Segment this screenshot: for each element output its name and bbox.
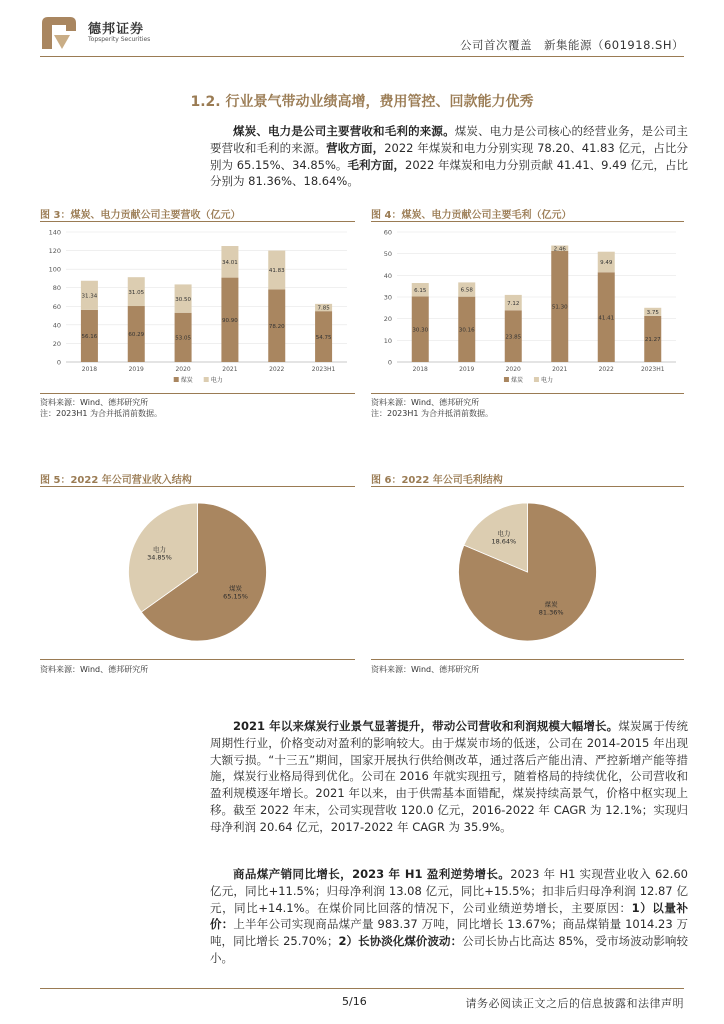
fig5-slice-value: 65.15% [223, 592, 248, 601]
fig4-xtick-label: 2021 [552, 366, 568, 373]
header-divider [40, 56, 684, 57]
logo-subtext: Topsperity Securities [88, 36, 151, 43]
fig4-ytick-label: 60 [383, 228, 392, 237]
para3-text-1: 2023 年 H1 实现营业收入 62.60 亿元，同比+11.5%；归母净利润 13.08 亿元，同比+15.5%；扣非后归母净利润 12.87 亿元，同比+14.1%。在煤价同比回落的情况下，公司业绩逆势增长，主要原因： [210, 867, 688, 915]
fig4-legend-swatch [504, 377, 509, 382]
fig3-revenue-chart [40, 224, 355, 392]
fig4-data-label: 7.12 [507, 300, 520, 307]
fig3-ytick-label: 60 [52, 302, 61, 311]
fig4-data-label: 6.58 [460, 287, 473, 294]
fig4-legend-label: 电力 [540, 377, 553, 384]
fig6-slice-value: 81.36% [538, 608, 564, 617]
fig5-source: 资料来源：Wind、德邦研究所 [40, 665, 149, 674]
logo-mark-icon [40, 15, 78, 51]
fig4-grossprofit-chart [371, 224, 684, 392]
fig3-data-label: 78.20 [268, 323, 285, 330]
fig3-data-label: 60.29 [128, 332, 145, 339]
page-number: 5/16 [342, 995, 367, 1008]
fig4-xtick-label: 2020 [505, 366, 521, 373]
fig4-ytick-label: 10 [383, 336, 392, 345]
fig5-slice-value: 34.85% [147, 553, 172, 562]
para3-bold-3: 2）长协淡化煤价波动： [338, 934, 463, 949]
fig4-ytick-label: 50 [383, 250, 392, 259]
para2-lead: 2021 年以来煤炭行业景气显著提升，带动公司营收和利润规模大幅增长。 [233, 719, 619, 733]
fig3-ytick-label: 0 [56, 358, 61, 367]
fig4-data-label: 30.16 [458, 327, 475, 334]
fig3-data-label: 31.05 [128, 289, 145, 296]
fig4-data-label: 51.30 [551, 304, 568, 311]
fig6-grossprofit-pie [371, 488, 684, 658]
fig3-note: 注：2023H1 为合并抵消前数据。 [40, 409, 163, 418]
fig4-data-label: 21.27 [644, 337, 661, 344]
fig3-ytick-label: 100 [48, 265, 61, 274]
fig4-xtick-label: 2018 [412, 366, 428, 373]
fig6-slice-value: 18.64% [491, 537, 517, 546]
fig3-ytick-label: 80 [52, 284, 61, 293]
fig3-ytick-label: 40 [52, 321, 61, 330]
fig3-data-label: 34.01 [222, 260, 238, 267]
fig3-title: 图 3：煤炭、电力贡献公司主要营收（亿元） [40, 210, 241, 221]
fig4-ytick-label: 20 [383, 315, 392, 324]
section-title: 1.2. 行业景气带动业绩高增，费用管控、回款能力优秀 [190, 94, 534, 110]
fig3-ytick-label: 20 [52, 339, 61, 348]
fig6-slice-name: 煤炭 [544, 600, 558, 609]
fig4-bottom-rule [371, 393, 684, 394]
fig3-legend-swatch [174, 377, 179, 382]
fig5-title: 图 5：2022 年公司营业收入结构 [40, 475, 192, 486]
fig4-source: 资料来源：Wind、德邦研究所 [371, 398, 480, 407]
doc-label: 公司首次覆盖 新集能源（601918.SH） [459, 38, 684, 52]
fig3-xtick-label: 2021 [222, 366, 238, 373]
fig4-data-label: 6.15 [414, 287, 427, 294]
fig4-note: 注：2023H1 为合并抵消前数据。 [371, 409, 494, 418]
fig6-slice-name: 电力 [497, 529, 511, 538]
fig3-rule [40, 221, 355, 222]
paragraph-industry-boom [210, 718, 688, 836]
fig5-bottom-rule [40, 659, 355, 660]
fig4-data-label: 23.85 [505, 334, 522, 341]
fig3-data-label: 54.75 [315, 334, 332, 341]
fig4-ytick-label: 40 [383, 271, 392, 280]
fig4-data-label: 41.41 [598, 315, 615, 322]
para3-text-2: 上半年公司实现商品煤产量 983.37 万吨，同比增长 13.67%；商品煤销量 1014.23 万吨，同比增长 25.70%； [210, 917, 689, 949]
fig4-rule [371, 221, 684, 222]
fig4-data-label: 2.46 [553, 246, 566, 253]
fig3-data-label: 7.85 [317, 305, 330, 312]
fig5-rule [40, 486, 355, 487]
fig3-ytick-label: 120 [48, 247, 61, 256]
fig6-source: 资料来源：Wind、德邦研究所 [371, 665, 480, 674]
fig6-rule [371, 486, 684, 487]
fig3-data-label: 31.34 [81, 293, 98, 300]
fig5-slice-name: 煤炭 [229, 584, 243, 593]
fig4-legend-swatch [534, 377, 539, 382]
fig3-source: 资料来源：Wind、德邦研究所 [40, 398, 149, 407]
fig5-revenue-pie [40, 488, 355, 658]
fig4-data-label: 30.30 [412, 327, 429, 334]
para2-text: 煤炭属于传统周期性行业，价格变动对盈利的影响较大。由于煤炭市场的低迷，公司在 2014-2015 年出现大额亏损。“十三五”期间，国家开展执行供给侧改革，通过落后产能出清、严控新增产能等措施，煤炭行业格局得到优化。公司在 2016 年就实现扭亏，随着格局的持续优化，公司营收和盈利规模逐年增长。2021 年以来，由于供需基本面错配，煤炭持续高景气，价格中枢实现上移。截至 2022 年末，公司实现营收 120.0 亿元，2016-2022 年 CAGR 为 12.1%；实现归母净利润 20.64 亿元，2017-2022 年 CAGR 为 35.9%。 [210, 719, 689, 834]
footer-disclaimer: 请务必阅读正文之后的信息披露和法律声明 [465, 997, 684, 1010]
fig5-slice-name: 电力 [152, 545, 166, 554]
fig4-xtick-label: 2023H1 [640, 366, 665, 373]
fig4-xtick-label: 2019 [459, 366, 475, 373]
fig3-xtick-label: 2018 [81, 366, 98, 373]
fig3-data-label: 90.90 [222, 317, 238, 324]
para3-text-3: 公司长协占比高达 85%，受市场波动影响较小。 [210, 934, 688, 965]
fig3-legend-swatch [204, 377, 209, 382]
paragraph-revenue-sources [210, 123, 688, 190]
fig4-xtick-label: 2022 [598, 366, 614, 373]
fig4-ytick-label: 0 [387, 358, 392, 367]
para1-lead: 煤炭、电力是公司主要营收和毛利的来源。 [233, 124, 455, 138]
fig6-bottom-rule [371, 659, 684, 660]
fig4-title: 图 4：煤炭、电力贡献公司主要毛利（亿元） [371, 210, 572, 221]
para3-lead: 商品煤产销同比增长，2023 年 H1 盈利逆势增长。 [233, 867, 511, 881]
para1-bold-3: 毛利方面， [347, 157, 406, 172]
para3-bold-2: 1）以量补价： [210, 900, 688, 932]
paragraph-h1-profit [210, 866, 688, 967]
fig3-ytick-label: 140 [48, 228, 61, 237]
fig3-data-label: 41.83 [268, 268, 285, 275]
para1-bold-2: 营收方面， [326, 140, 385, 155]
para1-text-1: 煤炭、电力是公司核心的经营业务，是公司主要营收和毛利的来源。 [210, 124, 688, 155]
footer-divider [40, 988, 684, 989]
company-logo [34, 13, 294, 53]
para1-text-3: 2022 年煤炭和电力分别贡献 41.41、9.49 亿元，占比分别为 81.36%、18.64%。 [210, 157, 689, 189]
fig3-legend-label: 电力 [210, 377, 223, 384]
fig3-xtick-label: 2020 [175, 366, 191, 373]
fig3-bottom-rule [40, 393, 355, 394]
fig4-ytick-label: 30 [383, 293, 392, 302]
para1-text-2: 2022 年煤炭和电力分别实现 78.20、41.83 亿元，占比分别为 65.15%、34.85%。 [210, 140, 689, 172]
fig4-data-label: 3.75 [646, 310, 659, 317]
fig3-data-label: 56.16 [81, 334, 98, 341]
fig3-data-label: 30.50 [175, 296, 191, 303]
fig3-xtick-label: 2022 [269, 366, 285, 373]
fig3-legend-label: 煤炭 [180, 377, 193, 384]
fig3-xtick-label: 2023H1 [311, 366, 336, 373]
fig6-title: 图 6：2022 年公司毛利结构 [371, 475, 503, 486]
fig3-xtick-label: 2019 [128, 366, 144, 373]
fig4-legend-label: 煤炭 [510, 377, 523, 384]
fig3-data-label: 53.05 [175, 335, 191, 342]
fig4-data-label: 9.49 [600, 260, 613, 267]
logo-text: 德邦证券 [88, 22, 145, 37]
